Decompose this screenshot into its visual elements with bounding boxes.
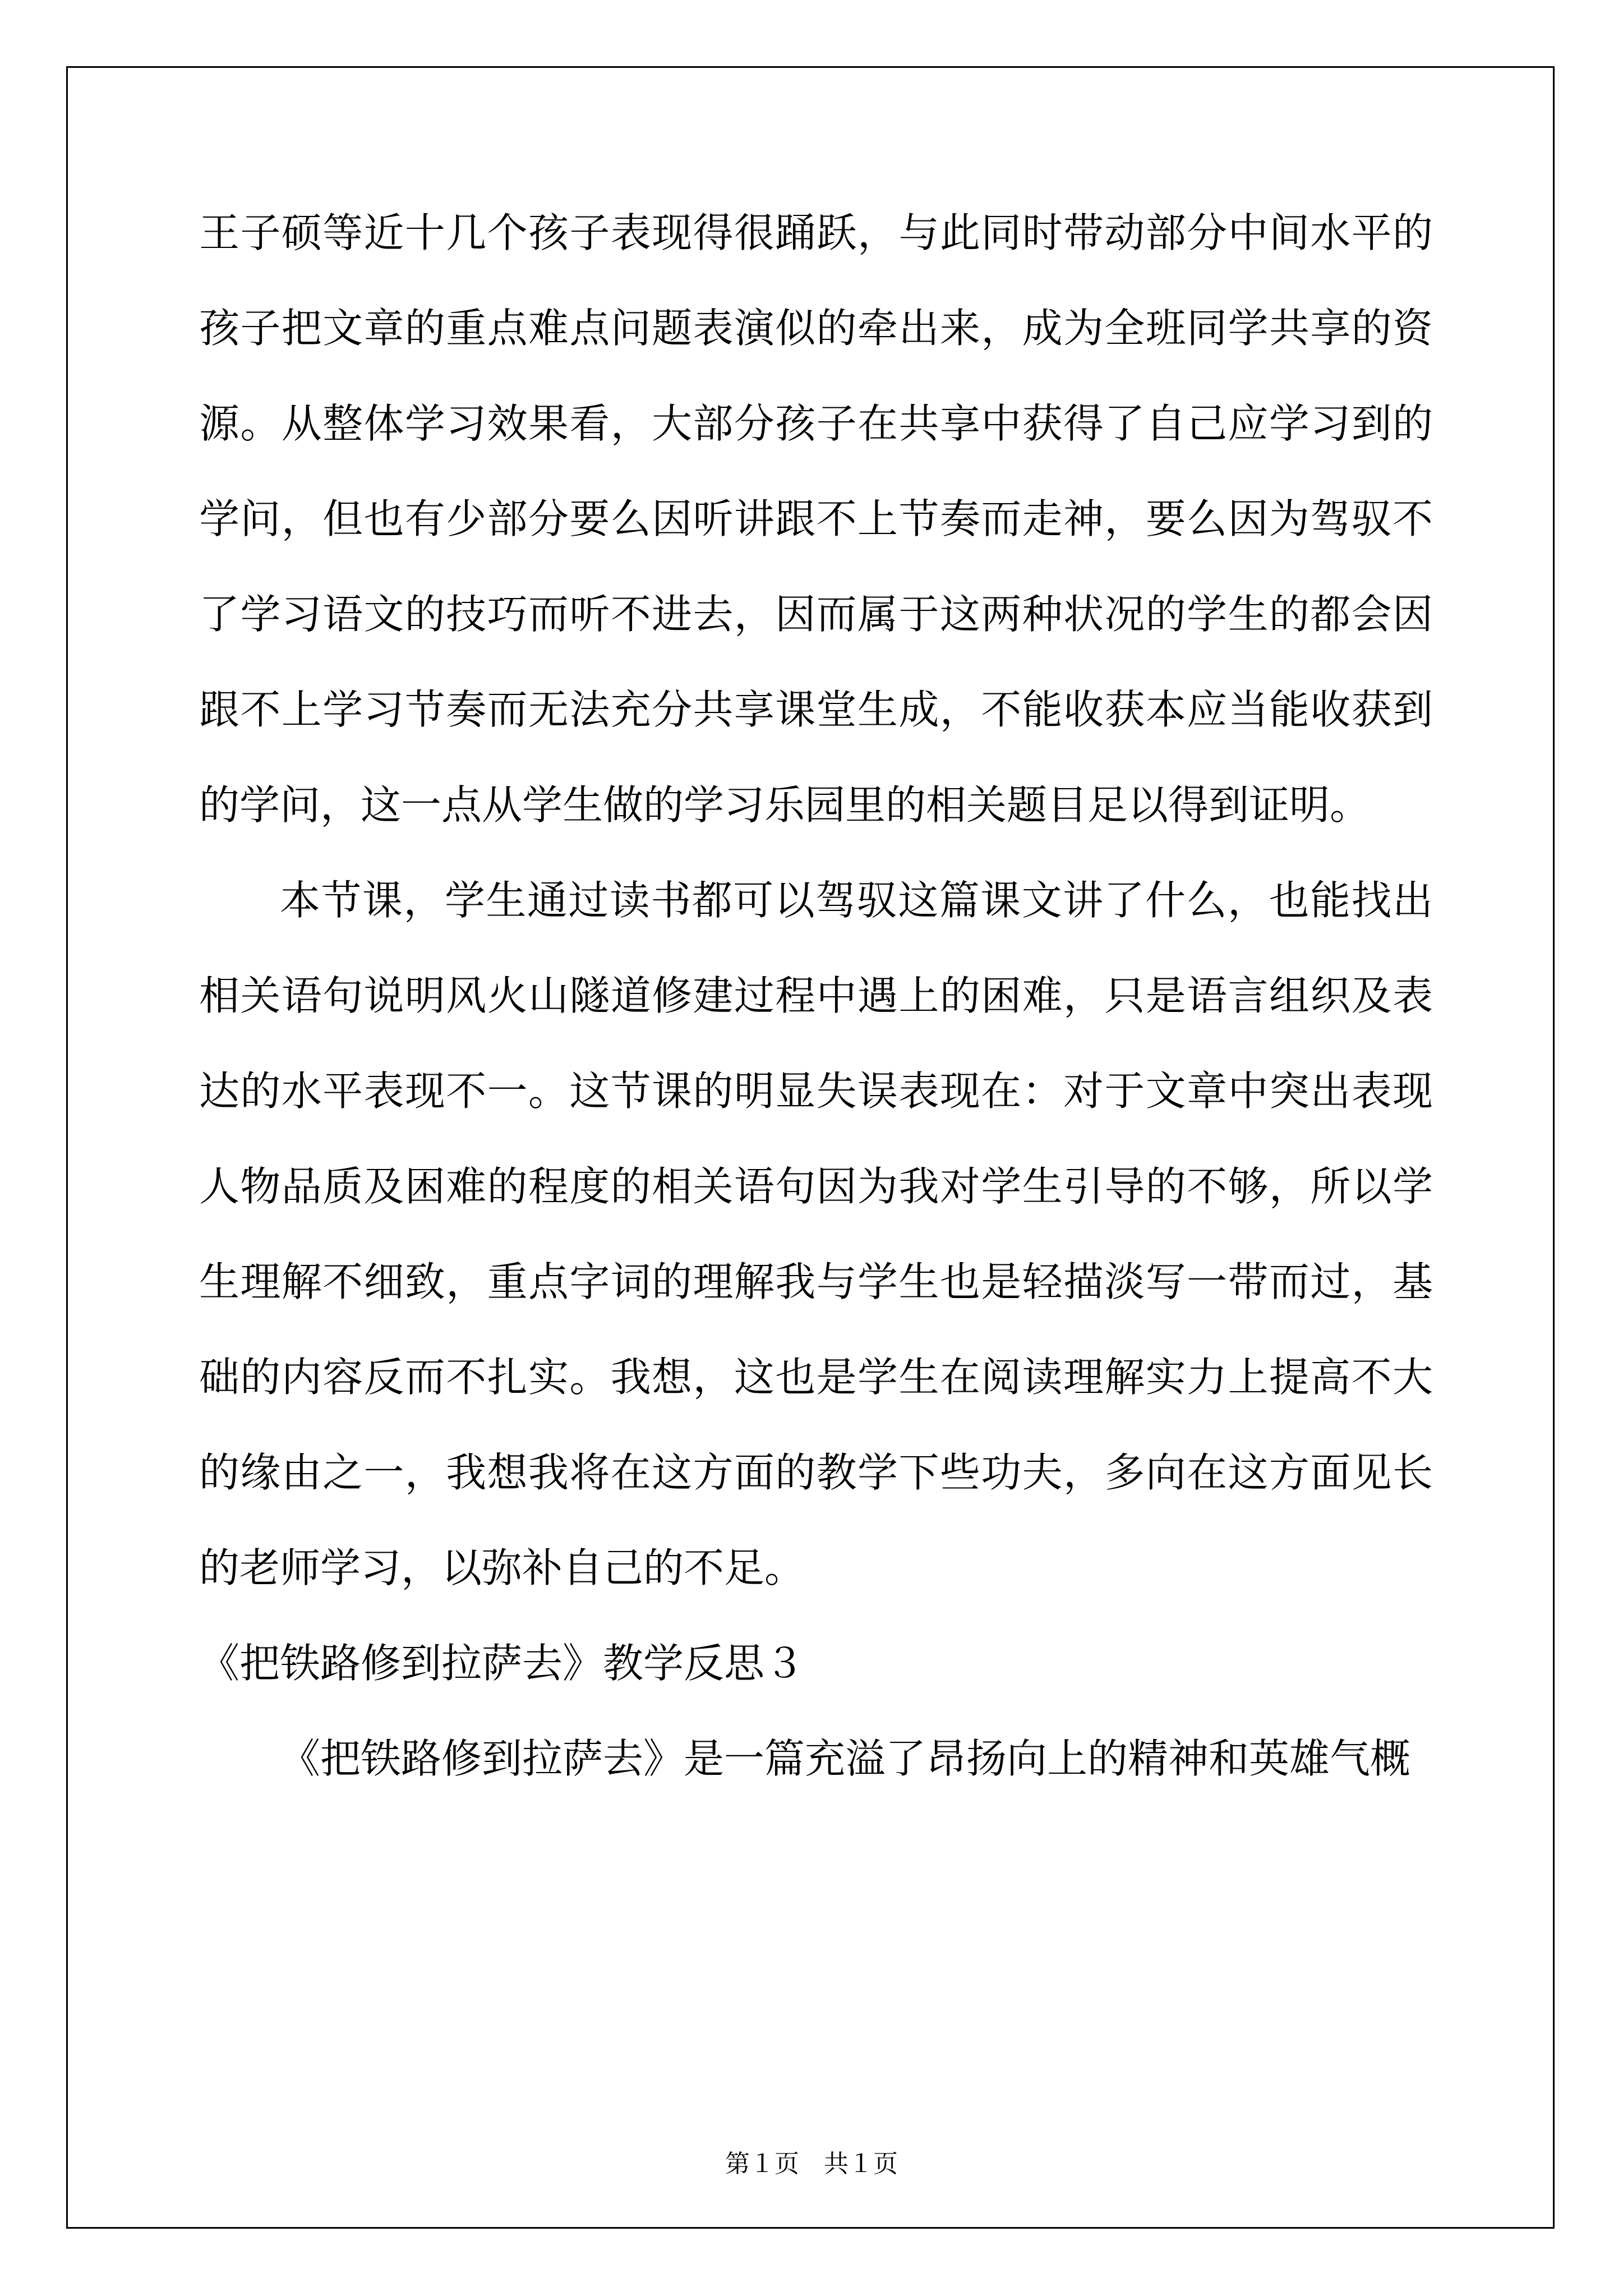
paragraph-2: 本节课，学生通过读书都可以驾驭这篇课文讲了什么，也能找出相关语句说明风火山隧道修建过程中遇上的困难，只是语言组织及表达的水平表现不一。这节课的明显失误表现在：对于文章中突出表现人物品质及困难的程度的相关语句因为我对学生引导的不够，所以学生理解不细致，重点字词的理解我与学生也是轻描淡写一带而过，基础的内容反而不扎实。我想，这也是学生在阅读理解实力上提高不大的缘由之一，我想我将在这方面的教学下些功夫，多向在这方面见长的老师学习，以弥补自己的不足。 (199, 877, 1433, 1591)
page-footer: 第１页 共１页 (725, 2150, 898, 2178)
paragraph-1: 王子硕等近十几个孩子表现得很踊跃，与此同时带动部分中间水平的孩子把文章的重点难点问题表演似的牵出来，成为全班同学共享的资源。从整体学习效果看，大部分孩子在共享中获得了自己应学习到的学问，但也有少部分要么因听讲跟不上节奏而走神，要么因为驾驭不了学习语文的技巧而听不进去，因而属于这两种状况的学生的都会因跟不上学习节奏而无法充分共享课堂生成，不能收获本应当能收获到的学问，这一点从学生做的学习乐园里的相关题目足以得到证明。 (199, 209, 1433, 829)
document-body (199, 185, 1433, 1806)
paragraph-3: 《把铁路修到拉萨去》是一篇充溢了昂扬向上的精神和英雄气概 (280, 1735, 1411, 1782)
section-heading: 《把铁路修到拉萨去》教学反思３ (199, 1640, 805, 1687)
